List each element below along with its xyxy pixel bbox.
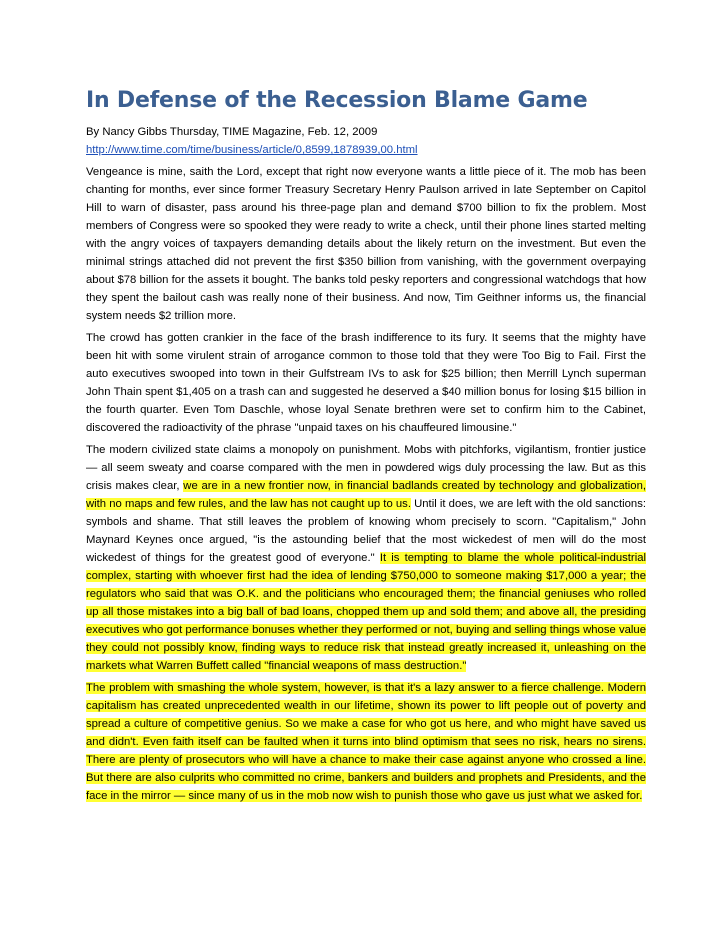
highlighted-text: It is tempting to blame the whole political-industrial complex, starting with whoever first had the idea of lending $750,000 to someone making $17,000 a year; the regulators who said that was O.K. and the politicians who encouraged them; the financial geniuses who rolled up all those mistakes into a big ball of bad loans, chopped them up and sold them; and above all, the presiding executives who got performance bonuses whether they performed or not, buying and selling things whose value they could not possibly know, finding ways to reduce risk that instead greatly increased it, unleashing on the markets what Warren Buffett called "financial weapons of mass destruction.": [86, 552, 647, 672]
paragraph-text: The modern civilized state claims a monopoly on punishment. Mobs with pitchforks, vigilantism, frontier justice — all seem sweaty and coarse compared with the men in powdered wigs duly processing the law. But as this crisis makes clear,: [86, 444, 646, 492]
highlighted-text: we are in a new frontier now, in financial badlands created by technology and globalization, with no maps and few rules, and the law has not caught up to us.: [86, 480, 646, 510]
paragraph-text: Until it does, we are left with the old sanctions: symbols and shame. That still leaves the problem of knowing whom precisely to scorn. "Capitalism," John Maynard Keynes once argued, "is the astounding belief that the most wickedest of men will do the most wickedest of things for the greatest good of everyone.": [86, 498, 646, 564]
paragraph-2: [86, 329, 646, 437]
paragraph-4: [86, 679, 646, 805]
document-page: [86, 86, 646, 809]
article-byline: By Nancy Gibbs Thursday, TIME Magazine, Feb. 12, 2009: [86, 126, 378, 138]
highlighted-text: The problem with smashing the whole system, however, is that it's a lazy answer to a fierce challenge. Modern capitalism has created unprecedented wealth in our lifetime, shown its power to lift people out of poverty and spread a culture of competitive genius. So we make a case for who got us here, and who might have saved us and didn't. Even faith itself can be faulted when it turns into blind optimism that sees no risk, hears no sirens. There are plenty of prosecutors who will have a chance to make their case against anyone who crossed a line. But there are also culprits who committed no crime, bankers and builders and prophets and Presidents, and the face in the mirror — since many of us in the mob now wish to punish those who gave us just what we asked for.: [86, 682, 646, 802]
paragraph-1: [86, 163, 646, 325]
paragraph-3: [86, 441, 646, 675]
paragraph-text: Vengeance is mine, saith the Lord, except that right now everyone wants a little piece of it. The mob has been chanting for months, ever since former Treasury Secretary Henry Paulson arrived in late September on Capitol Hill to warn of disaster, pass around his three-page plan and demand $700 billion to fix the problem. Most members of Congress were so spooked they were ready to write a check, until their phone lines started melting with the angry voices of taxpayers demanding details about the likely return on the investment. But even the minimal strings attached did not prevent the first $350 billion from vanishing, with the government overpaying about $78 billion for the assets it bought. The banks told pesky reporters and congressional watchdogs that how they spent the bailout cash was really none of their business. And now, Tim Geithner informs us, the financial system needs $2 trillion more.: [86, 166, 646, 322]
article-title: In Defense of the Recession Blame Game: [86, 88, 588, 113]
article-url-link[interactable]: http://www.time.com/time/business/article/0,8599,1878939,00.html: [86, 144, 418, 156]
paragraph-text: The crowd has gotten crankier in the face of the brash indifference to its fury. It seems that the mighty have been hit with some virulent strain of arrogance common to those told that they were Too Big to Fail. First the auto executives swooped into town in their Gulfstream IVs to ask for $25 billion; then Merrill Lynch superman John Thain spent $1,405 on a trash can and suggested he deserved a $40 million bonus for losing $15 billion in the fourth quarter. Even Tom Daschle, whose loyal Senate brethren were set to confirm him to the Cabinet, discovered the radioactivity of the phrase "unpaid taxes on his chauffeured limousine.": [86, 332, 646, 434]
